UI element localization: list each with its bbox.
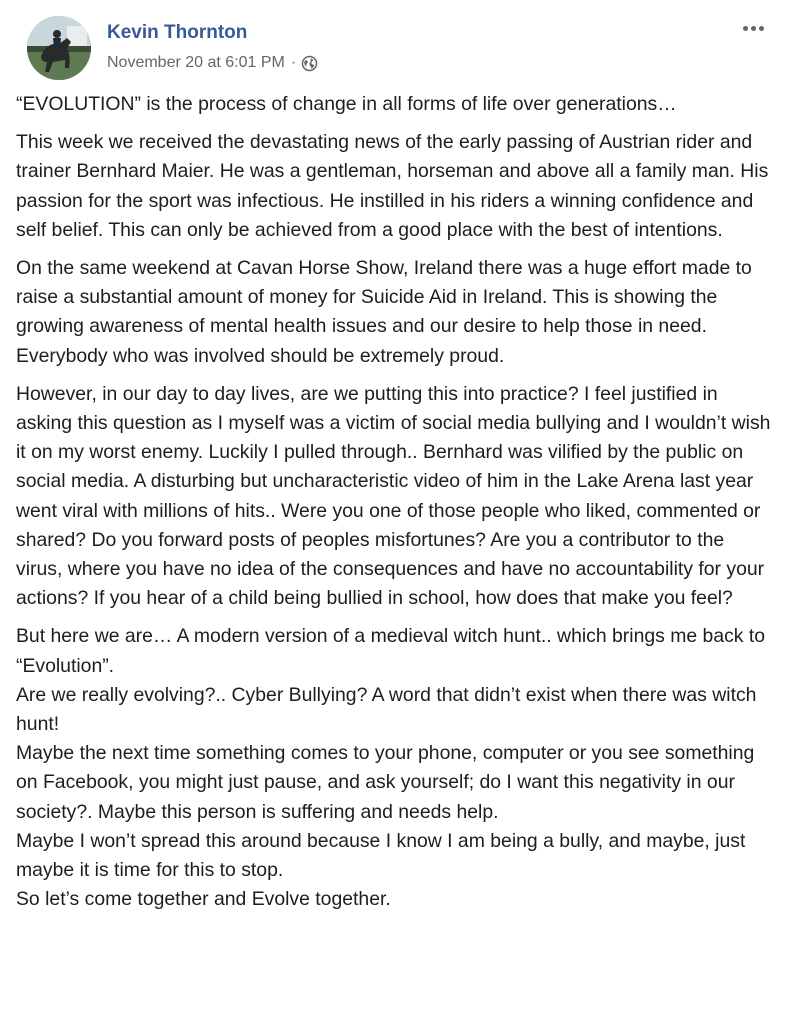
post-paragraph-5: But here we are… A modern version of a medieval witch hunt.. which brings me back to “Evolution”. Are we really evolving?.. Cyber Bullying? A word that didn’t exist when there was witch hunt! Maybe the next time something comes to your phone, computer or you see something on Facebook, you might just pause, and ask yourself; do I want this negativity in our society?. Maybe this person is suffering and needs help. Maybe I won’t spread this around because I know I am being a bully, and maybe, just maybe it is time for this to stop. So let’s come together and Evolve together. <box>16 625 766 911</box>
post-paragraph-1: “EVOLUTION” is the process of change in all forms of life over generations… <box>16 93 677 115</box>
post-paragraph-2: This week we received the devastating news of the early passing of Austrian rider and trainer Bernhard Maier. He was a gentleman, horseman and above all a family man. His passion for the sport was infectious. He instilled in his riders a winning confidence and self belief. This can only be achieved from a good place with the best of intentions. <box>16 131 769 241</box>
more-options-icon[interactable] <box>736 18 770 38</box>
meta-separator: · <box>290 54 297 71</box>
author-name[interactable]: Kevin Thornton <box>107 22 248 43</box>
post-paragraph-4: However, in our day to day lives, are we putting this into practice? I feel justified in asking this question as I myself was a victim of social media bullying and I wouldn’t wish it on my worst enemy. Luckily I pulled through.. Bernhard was vilified by the public on social media. A disturbing but uncharacteristic video of him in the Lake Arena last year went viral with millions of hits.. Were you one of those people who liked, commented or shared? Do you forward posts of peoples misfortunes? Are you a contributor to the virus, where you have no idea of the consequences and have no accountability for your actions? If you hear of a child being bullied in school, how does that make you feel? <box>16 382 771 610</box>
avatar[interactable] <box>27 16 91 80</box>
post-header <box>16 0 772 90</box>
post-body <box>16 90 772 914</box>
globe-icon[interactable] <box>301 55 318 72</box>
post-meta <box>107 53 318 73</box>
post-timestamp[interactable]: November 20 at 6:01 PM <box>107 54 285 71</box>
post-paragraph-3: On the same weekend at Cavan Horse Show, Ireland there was a huge effort made to raise a substantial amount of money for Suicide Aid in Ireland. This is showing the growing awareness of mental health issues and our desire to help those in need. Everybody who was involved should be extremely proud. <box>16 257 752 367</box>
avatar-horse-rider-icon <box>27 16 91 80</box>
